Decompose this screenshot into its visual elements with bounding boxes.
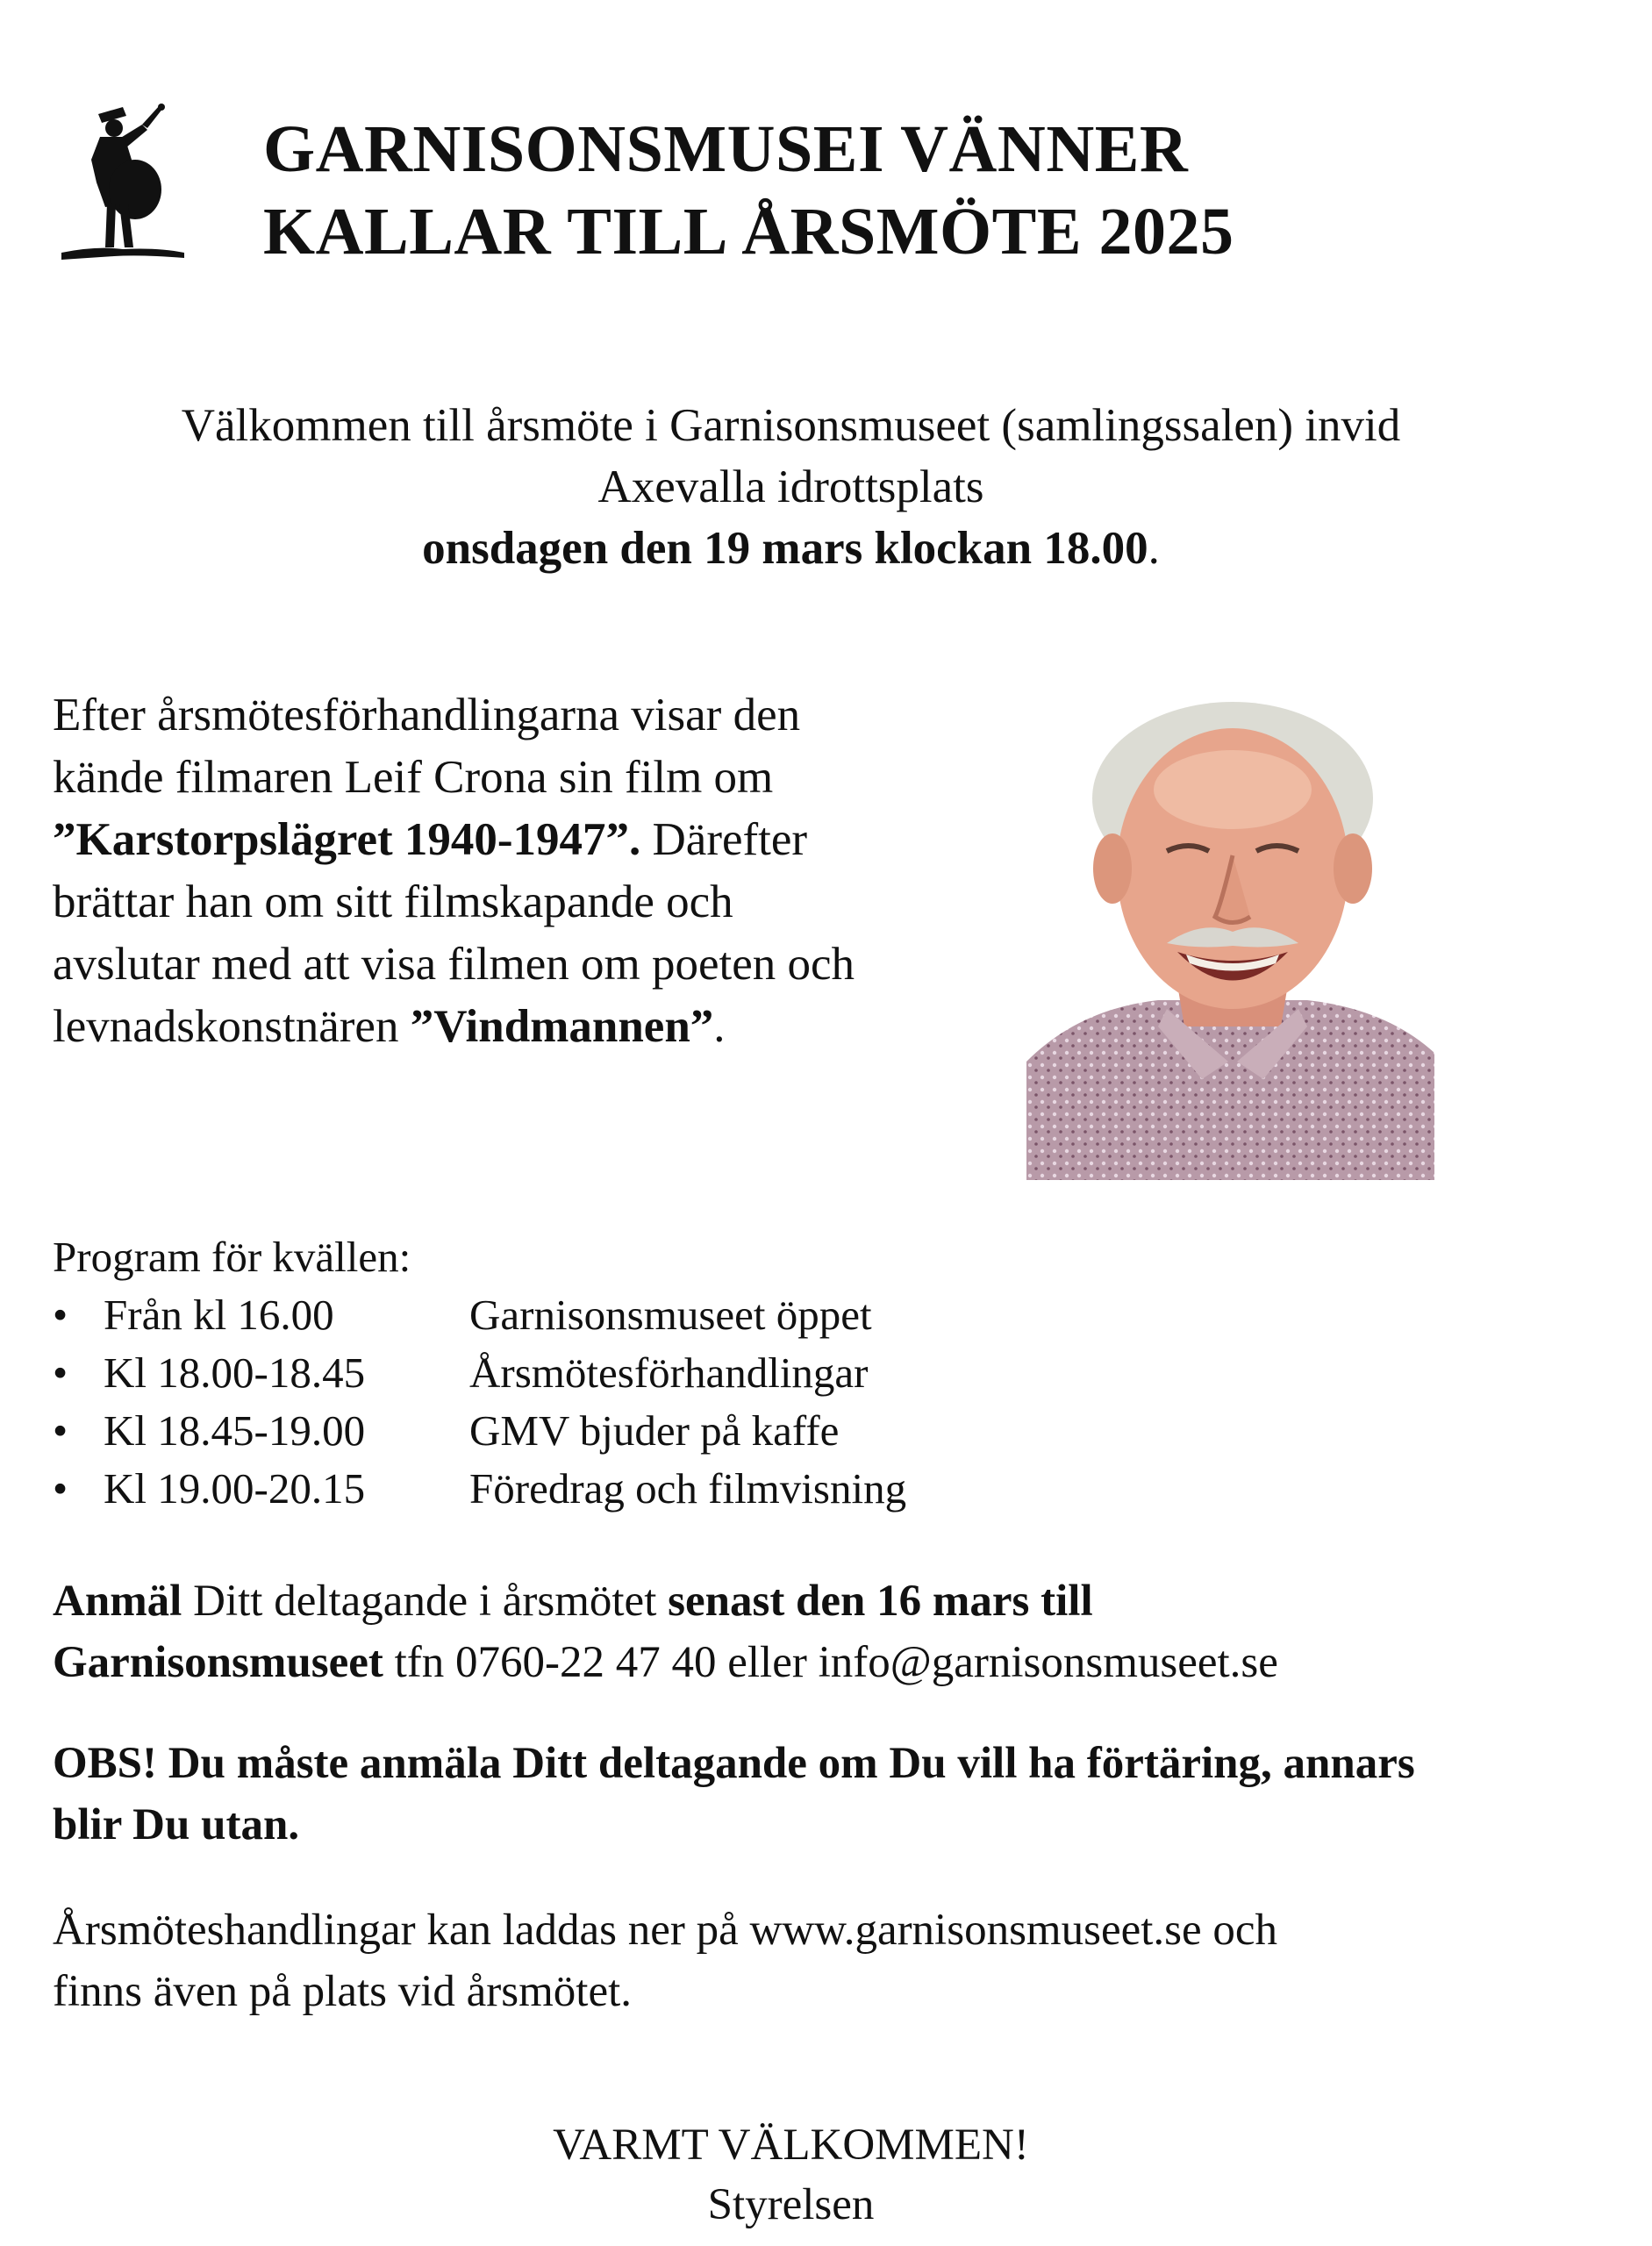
registration-line-1 — [53, 1570, 1278, 1632]
title-line-1: GARNISONSMUSEI VÄNNER — [263, 112, 1189, 186]
closing-signature: Styrelsen — [707, 2180, 875, 2229]
invitation-date — [0, 518, 1617, 579]
program-desc: Föredrag och filmvisning — [469, 1464, 907, 1513]
obs-line-1: OBS! Du måste anmäla Ditt deltagande om Du vill ha förtäring, annars — [53, 1739, 1415, 1788]
title-line-2: KALLAR TILL ÅRSMÖTE 2025 — [263, 195, 1234, 268]
program-time: Från kl 16.00 — [104, 1291, 334, 1339]
registration-contact: tfn 0760-22 47 40 eller info@garnisonsmuseet.se — [383, 1638, 1278, 1687]
bullet-icon: • — [53, 1291, 68, 1339]
program-time: Kl 18.00-18.45 — [104, 1348, 366, 1397]
obs-notice — [53, 1733, 1415, 1856]
registration-museum: Garnisonsmuseet — [53, 1638, 383, 1687]
registration-paragraph — [53, 1570, 1278, 1693]
portrait-photo — [1026, 693, 1434, 1180]
invitation-line-1: Välkommen till årsmöte i Garnisonsmuseet (samlingssalen) invid — [181, 400, 1401, 451]
film-title-2: ”Vindmannen” — [410, 1001, 714, 1052]
obs-line-2: blir Du utan. — [53, 1800, 300, 1849]
invitation-date-tail: . — [1148, 523, 1160, 574]
program-time: Kl 18.45-19.00 — [104, 1406, 366, 1455]
intro-line-6 — [53, 996, 855, 1058]
program-desc: Garnisonsmuseet öppet — [469, 1291, 872, 1339]
drummer-logo-icon — [61, 98, 184, 267]
closing-greeting: VARMT VÄLKOMMEN! — [553, 2121, 1029, 2170]
program-heading: Program för kvällen: — [53, 1233, 411, 1281]
program-desc: GMV bjuder på kaffe — [469, 1406, 840, 1455]
intro-line-3-tail: Därefter — [640, 814, 808, 865]
invitation-line-2: Axevalla idrottsplats — [597, 461, 984, 512]
bullet-icon: • — [53, 1406, 68, 1455]
bullet-icon: • — [53, 1348, 68, 1397]
invitation-date-bold: onsdagen den 19 mars klockan 18.00 — [422, 523, 1148, 574]
intro-paragraph — [53, 684, 855, 1058]
registration-text: Ditt deltagande i årsmötet — [182, 1577, 669, 1626]
intro-line-3 — [53, 809, 855, 871]
intro-line-6-tail: . — [713, 1001, 726, 1052]
documents-paragraph — [53, 1899, 1277, 2022]
program-time: Kl 19.00-20.15 — [104, 1464, 366, 1513]
intro-line-1: Efter årsmötesförhandlingarna visar den — [53, 690, 801, 740]
program-desc: Årsmötesförhandlingar — [469, 1348, 869, 1397]
registration-anmal: Anmäl — [53, 1577, 182, 1626]
documents-line-1: Årsmöteshandlingar kan laddas ner på www.garnisonsmuseet.se och — [53, 1906, 1278, 1955]
registration-deadline: senast den 16 mars till — [668, 1577, 1093, 1626]
intro-line-2: kände filmaren Leif Crona sin film om — [53, 752, 774, 803]
film-title: ”Karstorpslägret 1940-1947”. — [53, 814, 641, 865]
bullet-icon: • — [53, 1464, 68, 1513]
documents-line-2: finns även på plats vid årsmötet. — [53, 1967, 633, 2016]
intro-line-4: brättar han om sitt filmskapande och — [53, 876, 733, 927]
intro-line-5: avslutar med att visa filmen om poeten och — [53, 939, 855, 990]
registration-line-2 — [53, 1632, 1278, 1693]
intro-line-6-pre: levnadskonstnären — [53, 1001, 411, 1052]
